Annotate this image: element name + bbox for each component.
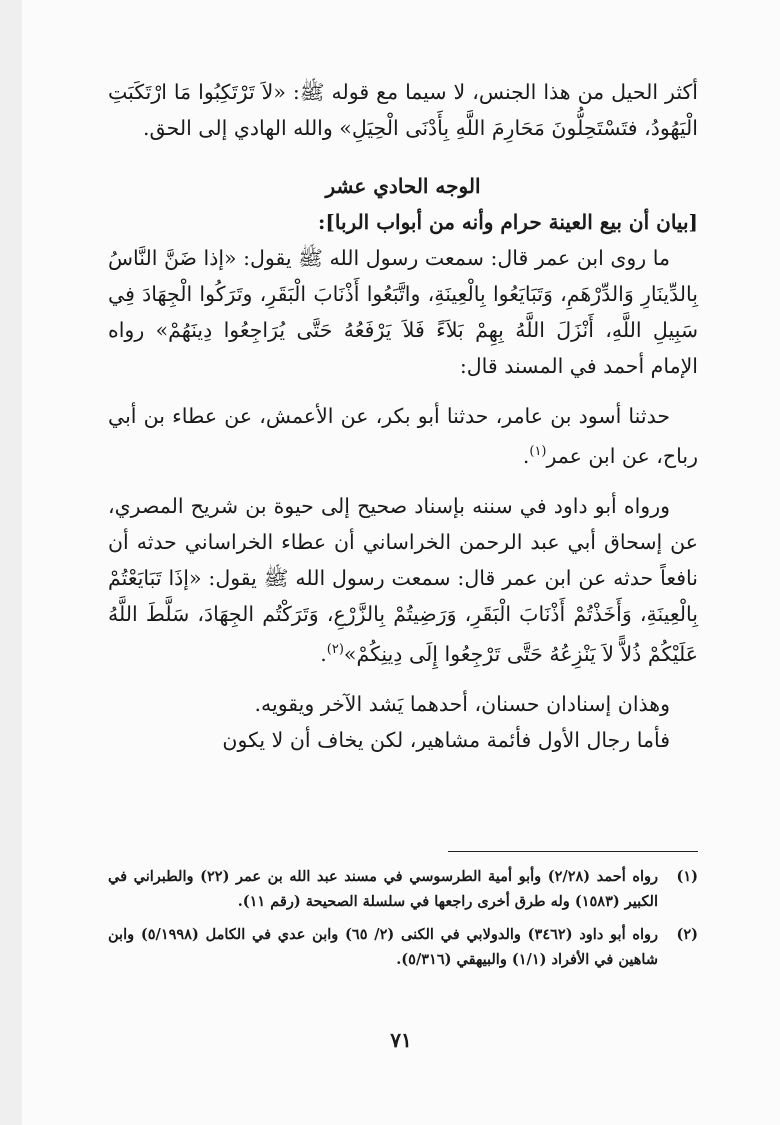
- footnote-divider: [448, 851, 698, 852]
- spacer: [108, 474, 698, 488]
- rijal-paragraph: فأما رجال الأول فأئمة مشاهير، لكن يخاف أن لا يكون: [222, 727, 670, 752]
- footnote-number: (٢): [676, 926, 698, 943]
- footnote-number: (١): [676, 868, 698, 885]
- section-heading: الوجه الحادي عشر: [325, 174, 481, 198]
- footnote-ref-2[interactable]: (٢): [326, 641, 344, 657]
- spacer: [108, 672, 698, 686]
- abudawud-text: ورواه أبو داود في سننه بإسناد صحيح إلى حيوة بن شريح المصري، عن إسحاق أبي عبد الرحمن الخراساني أن عطاء الخراساني حدثه أن نافعاً حدثه عن ابن عمر قال: سمعت رسول الله ﷺ يقول: «إذَا تَبَايَعْتُمْ بِالْعِينَةِ، وَأَخَذْتُمْ أَذْنَابَ الْبَقَرِ، وَرَضِيتُمْ بِالزَّرْعِ، وَتَرَكْتُم الجِهَادَ، سَلَّطَ اللَّهُ عَلَيْكُمْ ذُلاًّ لاَ يَنْزِعُهُ حَتَّى تَرْجِعُوا إِلَى دِينِكُمْ»: [108, 493, 698, 666]
- footnote-item: [108, 864, 698, 914]
- page-body: [108, 74, 698, 758]
- footnote-text: رواه أحمد (٢/٢٨) وأبو أمية الطرسوسي في مسند عبد الله بن عمر (٢٢) والطبراني في الكبير (١٥٨٣) وله طرق أخرى راجعها في سلسلة الصحيحة (رقم ١١).: [108, 868, 659, 910]
- footnote-item: [108, 922, 698, 972]
- intro-paragraph: أكثر الحيل من هذا الجنس، لا سيما مع قوله ﷺ: «لاَ تَرْتَكِبُوا مَا ارْتَكَبَتِ الْيَهُودُ، فتَسْتَحِلُّونَ مَحَارِمَ اللَّهِ بِأَدْنَى الْحِيَلِ» والله الهادي إلى الحق.: [108, 80, 698, 140]
- abudawud-paragraph: [108, 488, 698, 672]
- spacer: [108, 384, 698, 398]
- book-page: [22, 0, 780, 1125]
- spacer: [108, 146, 698, 168]
- isnad-end: .: [522, 443, 530, 468]
- abudawud-end: .: [320, 641, 327, 666]
- page-number: ٧١: [390, 1028, 412, 1052]
- isnad-paragraph: [108, 398, 698, 474]
- hasan-paragraph: وهذان إسنادان حسنان، أحدهما يَشد الآخر ويقويه.: [254, 691, 670, 716]
- footnote-ref-1[interactable]: (١): [529, 444, 547, 459]
- footnotes: [108, 864, 698, 980]
- isnad-text: حدثنا أسود بن عامر، حدثنا أبو بكر، عن الأعمش، عن عطاء بن أبي رباح، عن ابن عمر: [108, 404, 698, 468]
- hadith-paragraph: ما روى ابن عمر قال: سمعت رسول الله ﷺ يقول: «إذا ضَنَّ النَّاسُ بِالدِّينَارِ وَالدِّرْهَمِ، وَتَبَايَعُوا بِالْعِينَةِ، واتَّبَعُوا أَذْنَابَ الْبَقَرِ، وتَرَكُوا الْجِهَادَ فِي سَبِيلِ اللَّهِ، أَنْزَلَ اللَّهُ بِهِمْ بَلاَءً فَلاَ يَرْفَعُهُ حَتَّى يُرَاجِعُوا دِينَهُمْ» رواه الإمام أحمد في المسند قال:: [108, 246, 698, 378]
- footnote-text: رواه أبو داود (٣٤٦٢) والدولابي في الكنى (٢/ ٦٥) وابن عدي في الكامل (٥/١٩٩٨) وابن شاهين في الأفراد (١/١) والبيهقي (٥/٣١٦).: [108, 926, 658, 968]
- section-subheading: [بيان أن بيع العينة حرام وأنه من أبواب الربا]:: [318, 210, 698, 234]
